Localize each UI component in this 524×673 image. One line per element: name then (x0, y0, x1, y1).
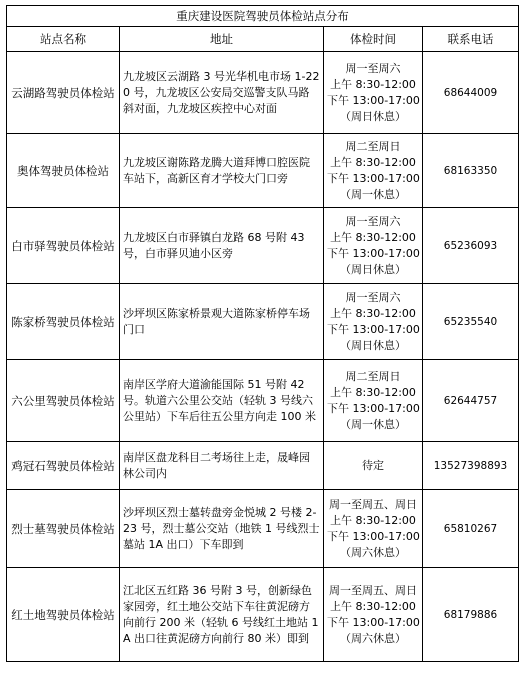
station-phone: 65235540 (423, 284, 519, 360)
stations-document (6, 5, 518, 662)
station-hours-line: 周一至周六 (345, 290, 401, 304)
station-hours-line: （周日休息） (340, 338, 406, 352)
table-header-row (7, 27, 519, 52)
station-hours-line: （周一休息） (340, 187, 406, 201)
station-name: 红土地驾驶员体检站 (7, 568, 120, 662)
station-hours-line: （周日休息） (340, 262, 406, 276)
station-phone: 68163350 (423, 134, 519, 208)
station-hours (324, 52, 423, 134)
station-hours-line: 下午 13:00-17:00 (327, 529, 420, 543)
station-address: 九龙坡区谢陈路龙腾大道拜博口腔医院车站下，高新区育才学校大门口旁 (120, 134, 324, 208)
station-hours-line: 下午 13:00-17:00 (327, 322, 420, 336)
table-row (7, 52, 519, 134)
station-hours-line: （周日休息） (340, 109, 406, 123)
station-address: 沙坪坝区烈士墓转盘旁金悦城 2 号楼 2-23 号，烈士墓公交站（地铁 1 号线烈士墓站 1A 出口）下车即到 (120, 490, 324, 568)
header-time: 体检时间 (324, 27, 423, 52)
station-hours (324, 208, 423, 284)
station-name: 六公里驾驶员体检站 (7, 360, 120, 442)
table-row (7, 442, 519, 490)
station-name: 奥体驾驶员体检站 (7, 134, 120, 208)
station-hours-line: （周六休息） (340, 545, 406, 559)
station-hours (324, 134, 423, 208)
station-hours (324, 490, 423, 568)
header-phone: 联系电话 (423, 27, 519, 52)
table-title-row (7, 6, 519, 27)
station-hours (324, 568, 423, 662)
station-address: 江北区五红路 36 号附 3 号，创新绿色家园旁，红土地公交站下车往黄泥磅方向前行 200 米（轻轨 6 号线红土地站 1A 出口往黄泥磅方向前行 80 米）即到 (120, 568, 324, 662)
station-hours-line: 下午 13:00-17:00 (327, 93, 420, 107)
station-hours-line: 下午 13:00-17:00 (327, 615, 420, 629)
station-phone: 65810267 (423, 490, 519, 568)
station-hours-line: 上午 8:30-12:00 (330, 599, 416, 613)
station-hours-line: 下午 13:00-17:00 (327, 246, 420, 260)
table-row (7, 284, 519, 360)
station-hours-line: 下午 13:00-17:00 (327, 401, 420, 415)
station-address: 南岸区学府大道渝能国际 51 号附 42 号。轨道六公里公交站（轻轨 3 号线六公里站）下车后往五公里方向走 100 米 (120, 360, 324, 442)
table-row (7, 208, 519, 284)
station-hours-line: 上午 8:30-12:00 (330, 385, 416, 399)
station-hours (324, 360, 423, 442)
table-row (7, 568, 519, 662)
header-name: 站点名称 (7, 27, 120, 52)
station-address: 九龙坡区白市驿镇白龙路 68 号附 43 号，白市驿贝迪小区旁 (120, 208, 324, 284)
station-phone: 13527398893 (423, 442, 519, 490)
station-address: 九龙坡区云湖路 3 号光华机电市场 1-220 号，九龙坡区公安局交巡警支队马路斜对面，九龙坡区疾控中心对面 (120, 52, 324, 134)
station-hours-line: 上午 8:30-12:00 (330, 155, 416, 169)
station-hours (324, 284, 423, 360)
station-phone: 62644757 (423, 360, 519, 442)
station-name: 白市驿驾驶员体检站 (7, 208, 120, 284)
station-hours-line: 周一至周五、周日 (329, 583, 417, 597)
table-row (7, 134, 519, 208)
station-hours-line: 上午 8:30-12:00 (330, 513, 416, 527)
station-hours-line: 上午 8:30-12:00 (330, 77, 416, 91)
station-hours-line: （周一休息） (340, 417, 406, 431)
station-phone: 65236093 (423, 208, 519, 284)
station-address: 南岸区盘龙科目二考场往上走，晟峰园林公司内 (120, 442, 324, 490)
table-row (7, 360, 519, 442)
station-hours-line: 周一至周五、周日 (329, 497, 417, 511)
station-hours-line: 周二至周日 (345, 369, 401, 383)
station-name: 烈士墓驾驶员体检站 (7, 490, 120, 568)
station-hours-line: （周六休息） (340, 631, 406, 645)
table-title: 重庆建设医院驾驶员体检站点分布 (7, 6, 519, 27)
station-hours-line: 上午 8:30-12:00 (330, 230, 416, 244)
station-name: 云湖路驾驶员体检站 (7, 52, 120, 134)
station-hours-line: 下午 13:00-17:00 (327, 171, 420, 185)
table-row (7, 490, 519, 568)
station-phone: 68179886 (423, 568, 519, 662)
station-hours-line: 周一至周六 (345, 214, 401, 228)
header-address: 地址 (120, 27, 324, 52)
station-address: 沙坪坝区陈家桥景观大道陈家桥停车场门口 (120, 284, 324, 360)
station-hours (324, 442, 423, 490)
station-name: 陈家桥驾驶员体检站 (7, 284, 120, 360)
station-hours-line: 周一至周六 (345, 61, 401, 75)
stations-table (6, 5, 519, 662)
station-name: 鸡冠石驾驶员体检站 (7, 442, 120, 490)
station-hours-line: 上午 8:30-12:00 (330, 306, 416, 320)
station-hours-line: 待定 (362, 458, 384, 472)
station-phone: 68644009 (423, 52, 519, 134)
station-hours-line: 周二至周日 (345, 139, 401, 153)
